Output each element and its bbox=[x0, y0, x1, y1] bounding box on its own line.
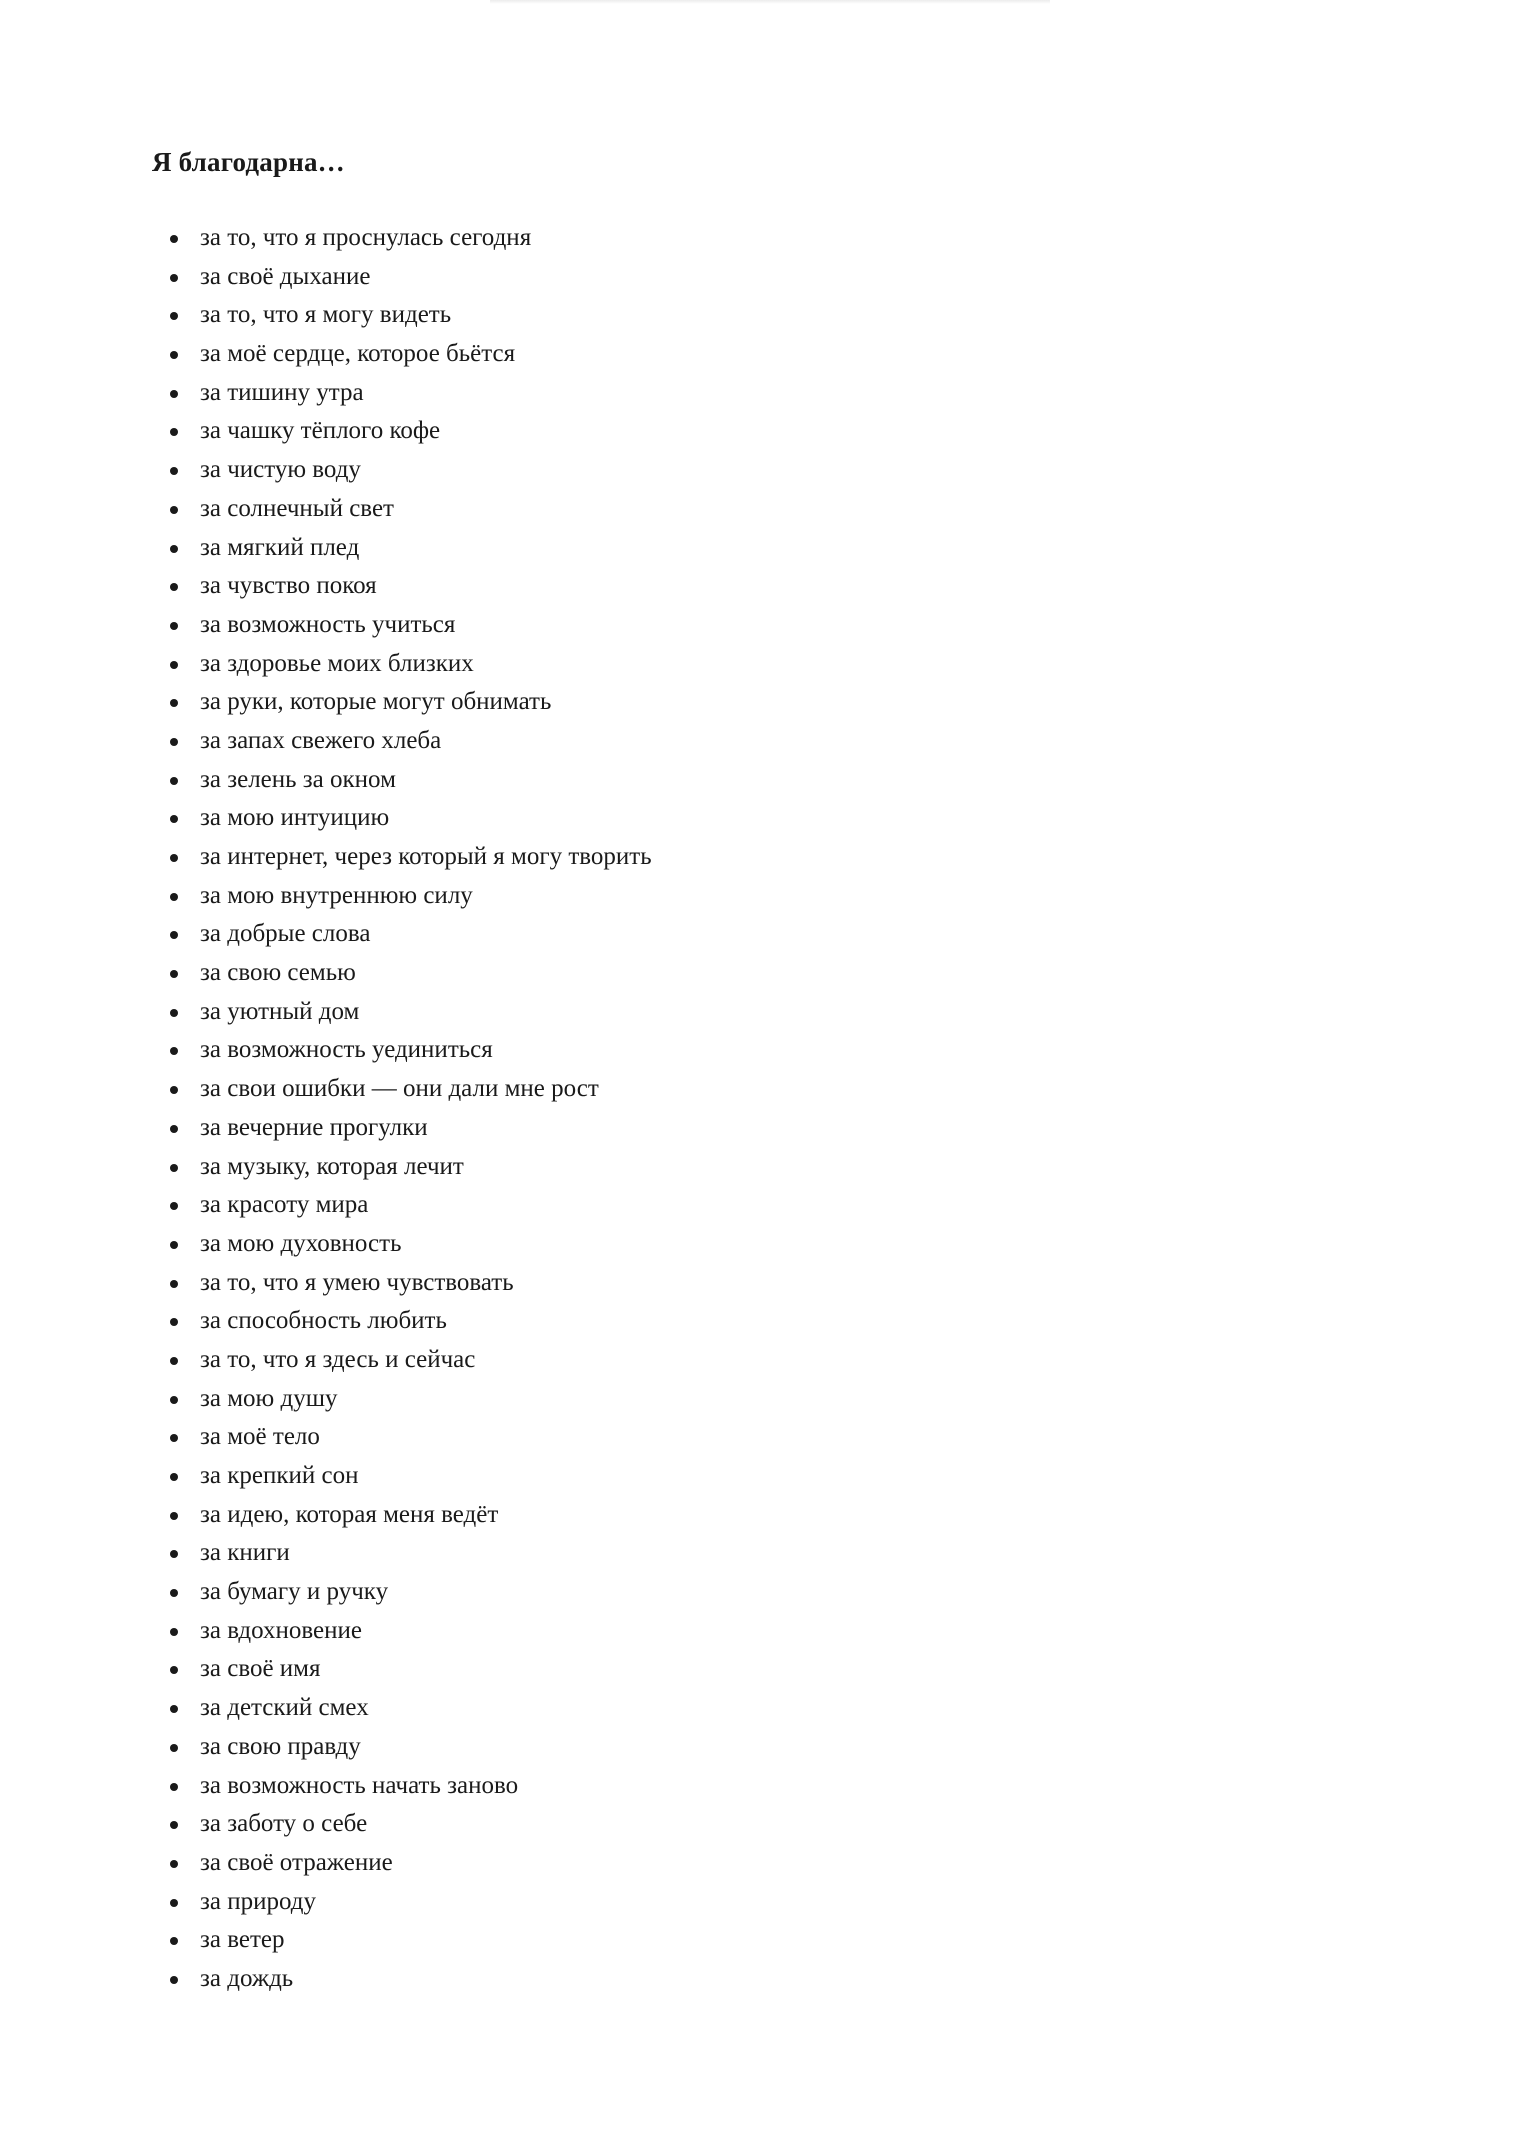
list-item-text: за моё сердце, которое бьётся bbox=[200, 340, 516, 368]
list-item-text: за возможность учиться bbox=[200, 610, 456, 638]
bullet-icon bbox=[170, 1550, 178, 1558]
list-item-text: за тишину утра bbox=[200, 378, 364, 406]
bullet-icon bbox=[170, 893, 178, 901]
bullet-icon bbox=[170, 1125, 178, 1133]
list-item-text: за мою духовность bbox=[200, 1229, 402, 1257]
bullet-icon bbox=[170, 1086, 178, 1094]
bullet-icon bbox=[170, 854, 178, 862]
list-item-text: за интернет, через который я могу творить bbox=[200, 843, 652, 870]
list-item-text: за чувство покоя bbox=[200, 572, 377, 600]
list-item-text: за книги bbox=[200, 1539, 290, 1567]
bullet-icon bbox=[170, 1202, 178, 1210]
bullet-icon bbox=[170, 777, 178, 785]
bullet-icon bbox=[170, 1396, 178, 1404]
list-item-text: за чашку тёплого кофе bbox=[200, 417, 441, 445]
bullet-icon bbox=[170, 1899, 178, 1907]
list-item-text: за своё отражение bbox=[200, 1848, 393, 1876]
bullet-icon bbox=[170, 1280, 178, 1288]
list-item-text: за зелень за окном bbox=[200, 765, 396, 793]
bullet-icon bbox=[170, 699, 178, 707]
list-item-text: за запах свежего хлеба bbox=[200, 726, 442, 754]
list-item-text: за вдохновение bbox=[200, 1616, 362, 1644]
list-item-text: за мою внутреннюю силу bbox=[200, 881, 473, 909]
bullet-icon bbox=[170, 1628, 178, 1636]
list-item-text: за моё тело bbox=[200, 1423, 320, 1451]
bullet-icon bbox=[170, 622, 178, 630]
bullet-icon bbox=[170, 815, 178, 823]
bullet-icon bbox=[170, 1241, 178, 1249]
bullet-icon bbox=[170, 428, 178, 436]
bullet-icon bbox=[170, 351, 178, 359]
list-item-text: за своё имя bbox=[200, 1655, 321, 1683]
list-item-text: за то, что я здесь и сейчас bbox=[200, 1345, 476, 1373]
list-item-text: за музыку, которая лечит bbox=[200, 1152, 464, 1180]
list-item-text: за мою душу bbox=[200, 1384, 338, 1412]
bullet-icon bbox=[170, 1318, 178, 1326]
bullet-icon bbox=[170, 1434, 178, 1442]
bullet-icon bbox=[170, 545, 178, 553]
list-item-text: за возможность начать заново bbox=[200, 1771, 519, 1799]
list-item-text: за детский смех bbox=[200, 1694, 369, 1722]
bullet-icon bbox=[170, 390, 178, 398]
list-item-text: за то, что я проснулась сегодня bbox=[200, 224, 532, 251]
bullet-icon bbox=[170, 1164, 178, 1172]
list-item-text: за мягкий плед bbox=[200, 533, 360, 561]
list-item-text: за идею, которая меня ведёт bbox=[200, 1500, 499, 1528]
list-item-text: за ветер bbox=[200, 1926, 285, 1954]
bullet-icon bbox=[170, 583, 178, 591]
bullet-icon bbox=[170, 1821, 178, 1829]
bullet-icon bbox=[170, 1976, 178, 1984]
list-item-text: за дождь bbox=[200, 1964, 294, 1992]
list-item-text: за бумагу и ручку bbox=[200, 1578, 389, 1606]
bullet-icon bbox=[170, 1009, 178, 1017]
bullet-icon bbox=[170, 1860, 178, 1868]
list-item-text: за здоровье моих близких bbox=[200, 649, 474, 677]
bullet-icon bbox=[170, 970, 178, 978]
list-item-text: за руки, которые могут обнимать bbox=[200, 688, 552, 716]
bullet-icon bbox=[170, 274, 178, 282]
list-item-text: за свои ошибки — они дали мне рост bbox=[200, 1075, 599, 1103]
bullet-icon bbox=[170, 467, 178, 475]
bullet-icon bbox=[170, 235, 178, 243]
list-item-text: за солнечный свет bbox=[200, 494, 394, 522]
bullet-icon bbox=[170, 738, 178, 746]
list-item-text: за крепкий сон bbox=[200, 1462, 359, 1489]
bullet-icon bbox=[170, 931, 178, 939]
bullet-icon bbox=[170, 312, 178, 320]
list-item-text: за свою семью bbox=[200, 959, 356, 987]
bullet-icon bbox=[170, 506, 178, 514]
list-item-text: за то, что я могу видеть bbox=[200, 301, 452, 329]
page-title: Я благодарна… bbox=[152, 147, 345, 177]
bullet-icon bbox=[170, 1589, 178, 1597]
bullet-icon bbox=[170, 1744, 178, 1752]
bullet-icon bbox=[170, 661, 178, 669]
list-item-text: за то, что я умею чувствовать bbox=[200, 1268, 514, 1296]
bullet-icon bbox=[170, 1783, 178, 1791]
list-item-text: за свою правду bbox=[200, 1732, 361, 1760]
page-top-edge bbox=[490, 0, 1050, 4]
bullet-icon bbox=[170, 1705, 178, 1713]
list-item-text: за возможность уединиться bbox=[200, 1036, 493, 1064]
list-item-text: за мою интуицию bbox=[200, 804, 390, 832]
bullet-icon bbox=[170, 1047, 178, 1055]
bullet-icon bbox=[170, 1666, 178, 1674]
list-item-text: за природу bbox=[200, 1887, 316, 1915]
bullet-icon bbox=[170, 1473, 178, 1481]
list-item-text: за уютный дом bbox=[200, 997, 360, 1025]
list-item-text: за способность любить bbox=[200, 1307, 447, 1335]
list-item-text: за заботу о себе bbox=[200, 1810, 368, 1838]
bullet-icon bbox=[170, 1937, 178, 1945]
list-item-text: за чистую воду bbox=[200, 456, 361, 484]
list-item-text: за добрые слова bbox=[200, 920, 371, 948]
bullet-icon bbox=[170, 1512, 178, 1520]
bullet-icon bbox=[170, 1357, 178, 1365]
list-item-text: за своё дыхание bbox=[200, 262, 371, 290]
list-item-text: за красоту мира bbox=[200, 1191, 369, 1219]
list-item-text: за вечерние прогулки bbox=[200, 1113, 428, 1141]
